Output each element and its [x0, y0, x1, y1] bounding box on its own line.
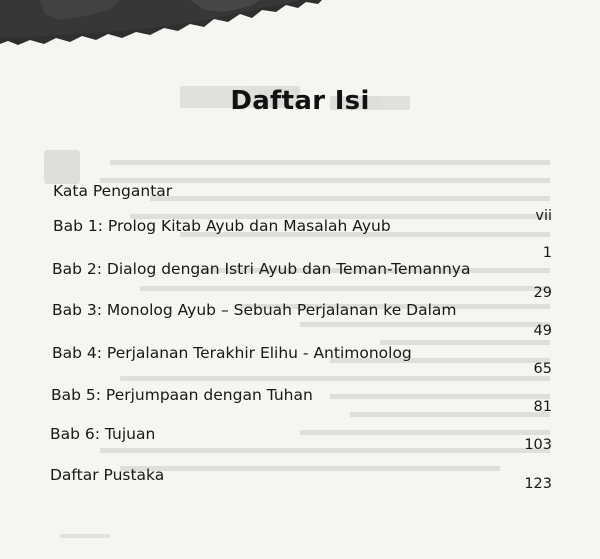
- toc-entry-page: 49: [533, 323, 552, 339]
- toc-entry-page: 103: [524, 437, 552, 453]
- toc-entry-title: Bab 3: Monolog Ayub – Sebuah Perjalanan ke Dalam: [52, 301, 457, 319]
- toc-entry-page: 123: [524, 476, 552, 492]
- toc-entry-title: Bab 4: Perjalanan Terakhir Elihu - Antimonolog: [52, 344, 412, 362]
- page-title: Daftar Isi: [230, 86, 370, 116]
- toc-entry-title: Bab 2: Dialog dengan Istri Ayub dan Teman-Temannya: [52, 260, 471, 278]
- toc-entry-page: vii: [535, 208, 552, 224]
- toc-entry-title: Bab 6: Tujuan: [50, 425, 156, 443]
- toc-entry-page: 81: [533, 399, 552, 415]
- toc-entry-title: Bab 1: Prolog Kitab Ayub dan Masalah Ayub: [53, 217, 391, 235]
- toc-entry-page: 29: [533, 285, 552, 301]
- toc-entry-title: Daftar Pustaka: [50, 466, 165, 484]
- toc-entry-title: Kata Pengantar: [53, 182, 173, 200]
- toc-entry-title: Bab 5: Perjumpaan dengan Tuhan: [51, 386, 313, 404]
- toc-entry-page: 65: [533, 361, 552, 377]
- toc-entry-page: 1: [542, 245, 552, 261]
